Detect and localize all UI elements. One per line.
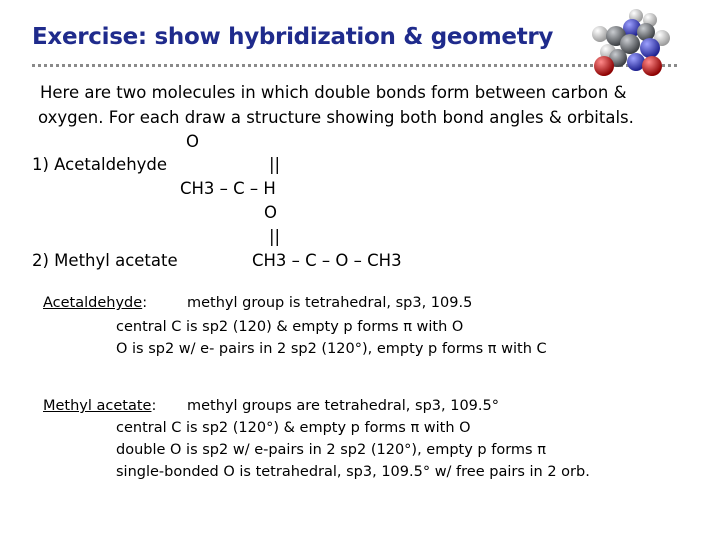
acetaldehyde-double-bond: || xyxy=(269,155,281,174)
methyl-acetate-formula: CH3 – C – O – CH3 xyxy=(252,251,402,270)
title-divider xyxy=(32,64,677,67)
acetaldehyde-answer-heading xyxy=(43,293,147,313)
acetaldehyde-answer-name: Acetaldehyde xyxy=(43,295,143,311)
methyl-acetate-double-bond: || xyxy=(269,227,281,246)
methyl-acetate-oxygen: O xyxy=(264,203,277,222)
slide-title: Exercise: show hybridization & geometry xyxy=(32,24,554,50)
methyl-acetate-answer-heading xyxy=(43,396,156,416)
acetaldehyde-oxygen: O xyxy=(186,132,199,151)
acetaldehyde-answer-line-2: central C is sp2 (120) & empty p forms π with O xyxy=(116,319,464,335)
acetaldehyde-label: 1) Acetaldehyde xyxy=(32,155,168,174)
methyl-acetate-answer-name: Methyl acetate xyxy=(43,398,152,414)
intro-line-1: Here are two molecules in which double bonds form between carbon & xyxy=(40,83,627,102)
acetaldehyde-formula: CH3 – C – H xyxy=(180,179,276,198)
methyl-acetate-answer-line-1: methyl groups are tetrahedral, sp3, 109.5° xyxy=(187,398,499,414)
space-filling-molecule-image xyxy=(586,8,672,80)
methyl-acetate-answer-colon: : xyxy=(151,398,157,414)
acetaldehyde-answer-line-1: methyl group is tetrahedral, sp3, 109.5 xyxy=(187,295,473,311)
methyl-acetate-answer-line-3: double O is sp2 w/ e-pairs in 2 sp2 (120°), empty p forms π xyxy=(116,442,546,458)
intro-line-2: oxygen. For each draw a structure showing both bond angles & orbitals. xyxy=(38,108,634,127)
methyl-acetate-answer-line-2: central C is sp2 (120°) & empty p forms π with O xyxy=(116,420,471,436)
acetaldehyde-answer-colon: : xyxy=(142,295,148,311)
methyl-acetate-answer-line-4: single-bonded O is tetrahedral, sp3, 109.5° w/ free pairs in 2 orb. xyxy=(116,464,590,480)
methyl-acetate-label: 2) Methyl acetate xyxy=(32,251,178,270)
acetaldehyde-answer-line-3: O is sp2 w/ e- pairs in 2 sp2 (120°), empty p forms π with C xyxy=(116,341,547,357)
